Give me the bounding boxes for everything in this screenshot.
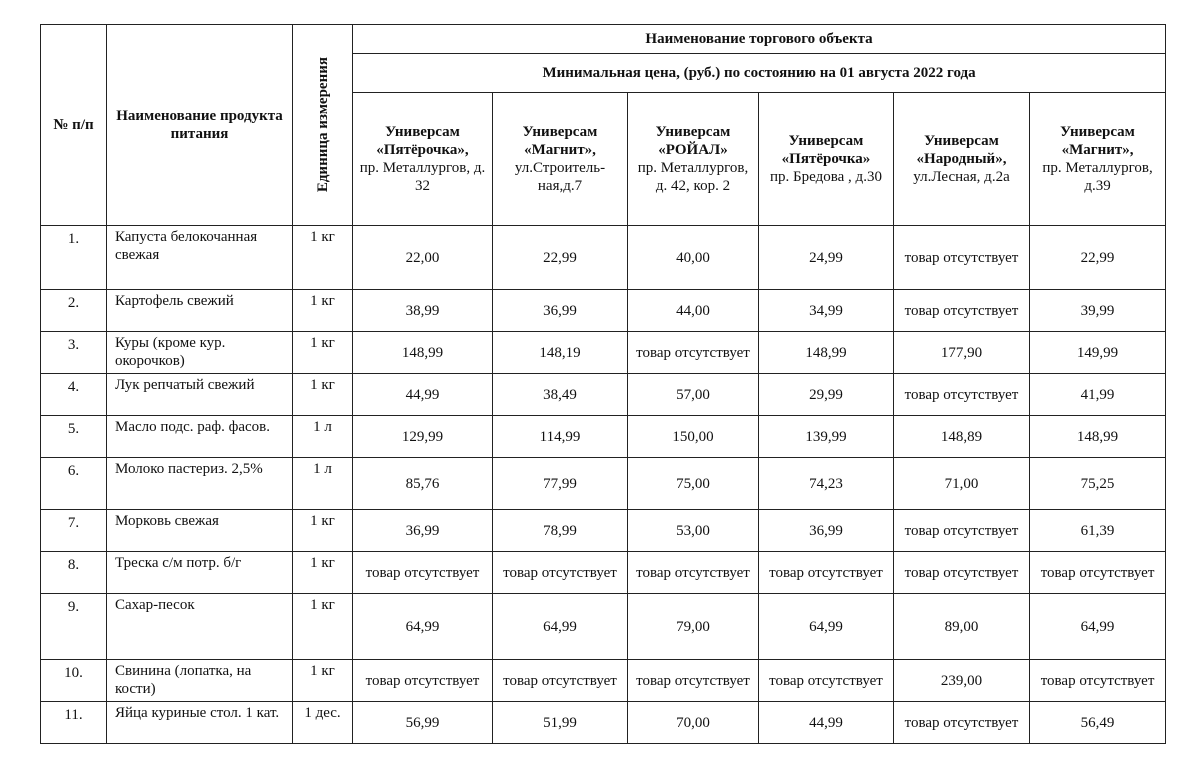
table-row [41, 594, 1166, 660]
store-address: пр. Металлургов, д.39 [1042, 160, 1153, 194]
price-cell: 36,99 [353, 510, 493, 552]
price-cell: 38,99 [353, 290, 493, 332]
price-cell: 64,99 [1030, 594, 1166, 660]
price-cell: 61,39 [1030, 510, 1166, 552]
store-address: ул.Лесная, д.2а [913, 169, 1010, 185]
unit-cell: 1 кг [293, 660, 353, 702]
row-number: 2. [41, 290, 107, 332]
price-cell: товар отсутствует [493, 660, 628, 702]
row-number: 7. [41, 510, 107, 552]
price-cell: товар отсутствует [894, 702, 1030, 744]
unit-cell: 1 л [293, 416, 353, 458]
store-address: пр. Металлургов, д. 32 [359, 160, 486, 194]
header-object-title: Наименование торгового объекта [353, 25, 1166, 54]
price-cell: 77,99 [493, 458, 628, 510]
price-cell: 149,99 [1030, 332, 1166, 374]
price-cell: 85,76 [353, 458, 493, 510]
price-cell: товар отсутствует [353, 660, 493, 702]
price-cell: 70,00 [628, 702, 759, 744]
price-cell: 148,99 [1030, 416, 1166, 458]
unit-cell: 1 кг [293, 290, 353, 332]
price-cell: товар отсутствует [894, 290, 1030, 332]
unit-cell: 1 дес. [293, 702, 353, 744]
price-cell: 22,00 [353, 226, 493, 290]
store-header [1030, 93, 1166, 226]
store-name: Универсам «РОЙАЛ» [655, 124, 731, 158]
table-row [41, 374, 1166, 416]
row-number: 5. [41, 416, 107, 458]
price-cell: товар отсутствует [894, 226, 1030, 290]
row-number: 11. [41, 702, 107, 744]
price-cell: товар отсутствует [628, 552, 759, 594]
price-cell: товар отсутствует [894, 374, 1030, 416]
product-name: Лук репчатый свежий [107, 374, 293, 416]
price-cell: 51,99 [493, 702, 628, 744]
price-cell: 64,99 [759, 594, 894, 660]
table-row [41, 226, 1166, 290]
row-number: 3. [41, 332, 107, 374]
price-cell: 150,00 [628, 416, 759, 458]
store-address: пр. Бредова , д.30 [770, 169, 882, 185]
store-name: Универсам «Магнит», [1060, 124, 1135, 158]
table-row [41, 332, 1166, 374]
product-name: Треска с/м потр. б/г [107, 552, 293, 594]
unit-cell: 1 кг [293, 552, 353, 594]
table-row [41, 660, 1166, 702]
row-number: 9. [41, 594, 107, 660]
product-name: Яйца куриные стол. 1 кат. [107, 702, 293, 744]
row-number: 4. [41, 374, 107, 416]
product-name: Куры (кроме кур. окорочков) [107, 332, 293, 374]
product-name: Масло подс. раф. фасов. [107, 416, 293, 458]
price-cell: 75,25 [1030, 458, 1166, 510]
price-cell: 56,49 [1030, 702, 1166, 744]
price-cell: товар отсутствует [628, 332, 759, 374]
price-cell: 41,99 [1030, 374, 1166, 416]
product-name: Картофель свежий [107, 290, 293, 332]
price-cell: 239,00 [894, 660, 1030, 702]
store-address: пр. Металлургов, д. 42, кор. 2 [637, 160, 749, 194]
price-cell: 79,00 [628, 594, 759, 660]
header-product: Наименование продукта питания [107, 25, 293, 226]
price-cell: товар отсутствует [353, 552, 493, 594]
header-unit [293, 25, 353, 226]
price-cell: 29,99 [759, 374, 894, 416]
unit-cell: 1 л [293, 458, 353, 510]
price-cell: товар отсутствует [759, 660, 894, 702]
table-row [41, 458, 1166, 510]
table-row [41, 510, 1166, 552]
price-cell: 22,99 [493, 226, 628, 290]
price-cell: 44,99 [353, 374, 493, 416]
price-cell: товар отсутствует [493, 552, 628, 594]
row-number: 1. [41, 226, 107, 290]
price-cell: 148,99 [759, 332, 894, 374]
store-name: Универсам «Пятёрочка» [781, 133, 871, 167]
price-cell: товар отсутствует [1030, 660, 1166, 702]
table-row [41, 416, 1166, 458]
row-number: 6. [41, 458, 107, 510]
product-name: Сахар-песок [107, 594, 293, 660]
price-cell: 148,99 [353, 332, 493, 374]
price-cell: 114,99 [493, 416, 628, 458]
price-cell: товар отсутствует [894, 552, 1030, 594]
price-cell: 139,99 [759, 416, 894, 458]
unit-cell: 1 кг [293, 374, 353, 416]
table-row [41, 552, 1166, 594]
price-cell: 129,99 [353, 416, 493, 458]
price-cell: 53,00 [628, 510, 759, 552]
unit-cell: 1 кг [293, 594, 353, 660]
row-number: 8. [41, 552, 107, 594]
product-name: Капуста белокочанная свежая [107, 226, 293, 290]
table-row [41, 290, 1166, 332]
price-cell: 38,49 [493, 374, 628, 416]
price-cell: 40,00 [628, 226, 759, 290]
product-name: Свинина (лопатка, на кости) [107, 660, 293, 702]
price-table [40, 24, 1166, 744]
store-header [759, 93, 894, 226]
store-header [894, 93, 1030, 226]
store-name: Универсам «Народный», [916, 133, 1007, 167]
price-cell: 36,99 [759, 510, 894, 552]
price-cell: 22,99 [1030, 226, 1166, 290]
price-cell: 71,00 [894, 458, 1030, 510]
store-header [628, 93, 759, 226]
store-header [493, 93, 628, 226]
price-cell: 74,23 [759, 458, 894, 510]
price-cell: 56,99 [353, 702, 493, 744]
price-cell: товар отсутствует [894, 510, 1030, 552]
price-cell: 36,99 [493, 290, 628, 332]
store-name: Универсам «Пятёрочка», [376, 124, 469, 158]
price-cell: 148,89 [894, 416, 1030, 458]
price-cell: 24,99 [759, 226, 894, 290]
price-cell: 34,99 [759, 290, 894, 332]
price-cell: 44,99 [759, 702, 894, 744]
header-num: № п/п [41, 25, 107, 226]
price-cell: 78,99 [493, 510, 628, 552]
store-name: Универсам «Магнит», [522, 124, 598, 158]
row-number: 10. [41, 660, 107, 702]
price-cell: 148,19 [493, 332, 628, 374]
store-header [353, 93, 493, 226]
price-cell: товар отсутствует [628, 660, 759, 702]
table-row [41, 702, 1166, 744]
store-address: ул.Строитель-ная,д.7 [514, 160, 606, 194]
price-cell: 39,99 [1030, 290, 1166, 332]
price-cell: 44,00 [628, 290, 759, 332]
unit-cell: 1 кг [293, 332, 353, 374]
price-cell: 75,00 [628, 458, 759, 510]
price-cell: 64,99 [353, 594, 493, 660]
price-cell: товар отсутствует [759, 552, 894, 594]
product-name: Молоко пастериз. 2,5% [107, 458, 293, 510]
unit-cell: 1 кг [293, 226, 353, 290]
price-cell: 89,00 [894, 594, 1030, 660]
price-cell: 177,90 [894, 332, 1030, 374]
price-cell: 57,00 [628, 374, 759, 416]
header-unit-label: Единица измерения [314, 57, 331, 193]
header-price-title: Минимальная цена, (руб.) по состоянию на 01 августа 2022 года [353, 54, 1166, 93]
unit-cell: 1 кг [293, 510, 353, 552]
price-cell: 64,99 [493, 594, 628, 660]
price-cell: товар отсутствует [1030, 552, 1166, 594]
product-name: Морковь свежая [107, 510, 293, 552]
